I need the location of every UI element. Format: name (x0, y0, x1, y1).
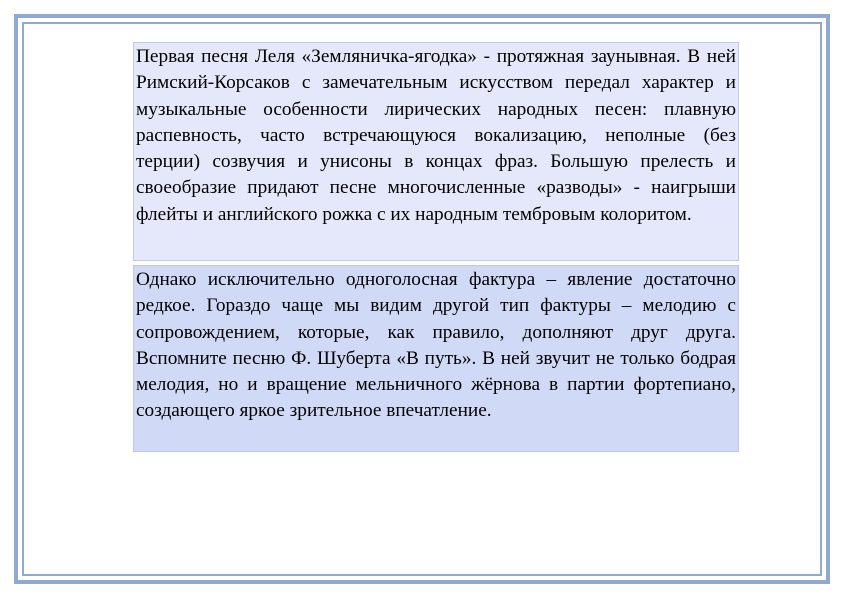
text-block-lel-song: Первая песня Леля «Земляничка-ягодка» - протяжная заунывная. В ней Римский-Корсаков с замечательным искусством передал характер и музыкальные особенности лирических народных песен: плавную распевность, часто встречающуюся вокализацию, неполные (без терции) созвучия и унисоны в концах фраз. Большую прелесть и своеобразие придают песне многочисленные «разводы» - наигрыши флейты и английского рожка с их народным тембровым колоритом. (133, 42, 739, 261)
text-block-texture: Однако исключительно одноголосная фактура – явление достаточно редкое. Гораздо чаще мы видим другой тип фактуры – мелодию с сопровождением, которые, как правило, дополняют друг друга. Вспомните песню Ф. Шуберта «В путь». В ней звучит не только бодрая мелодия, но и вращение мельничного жёрнова в партии фортепиано, создающего яркое зрительное впечатление. (133, 265, 739, 452)
